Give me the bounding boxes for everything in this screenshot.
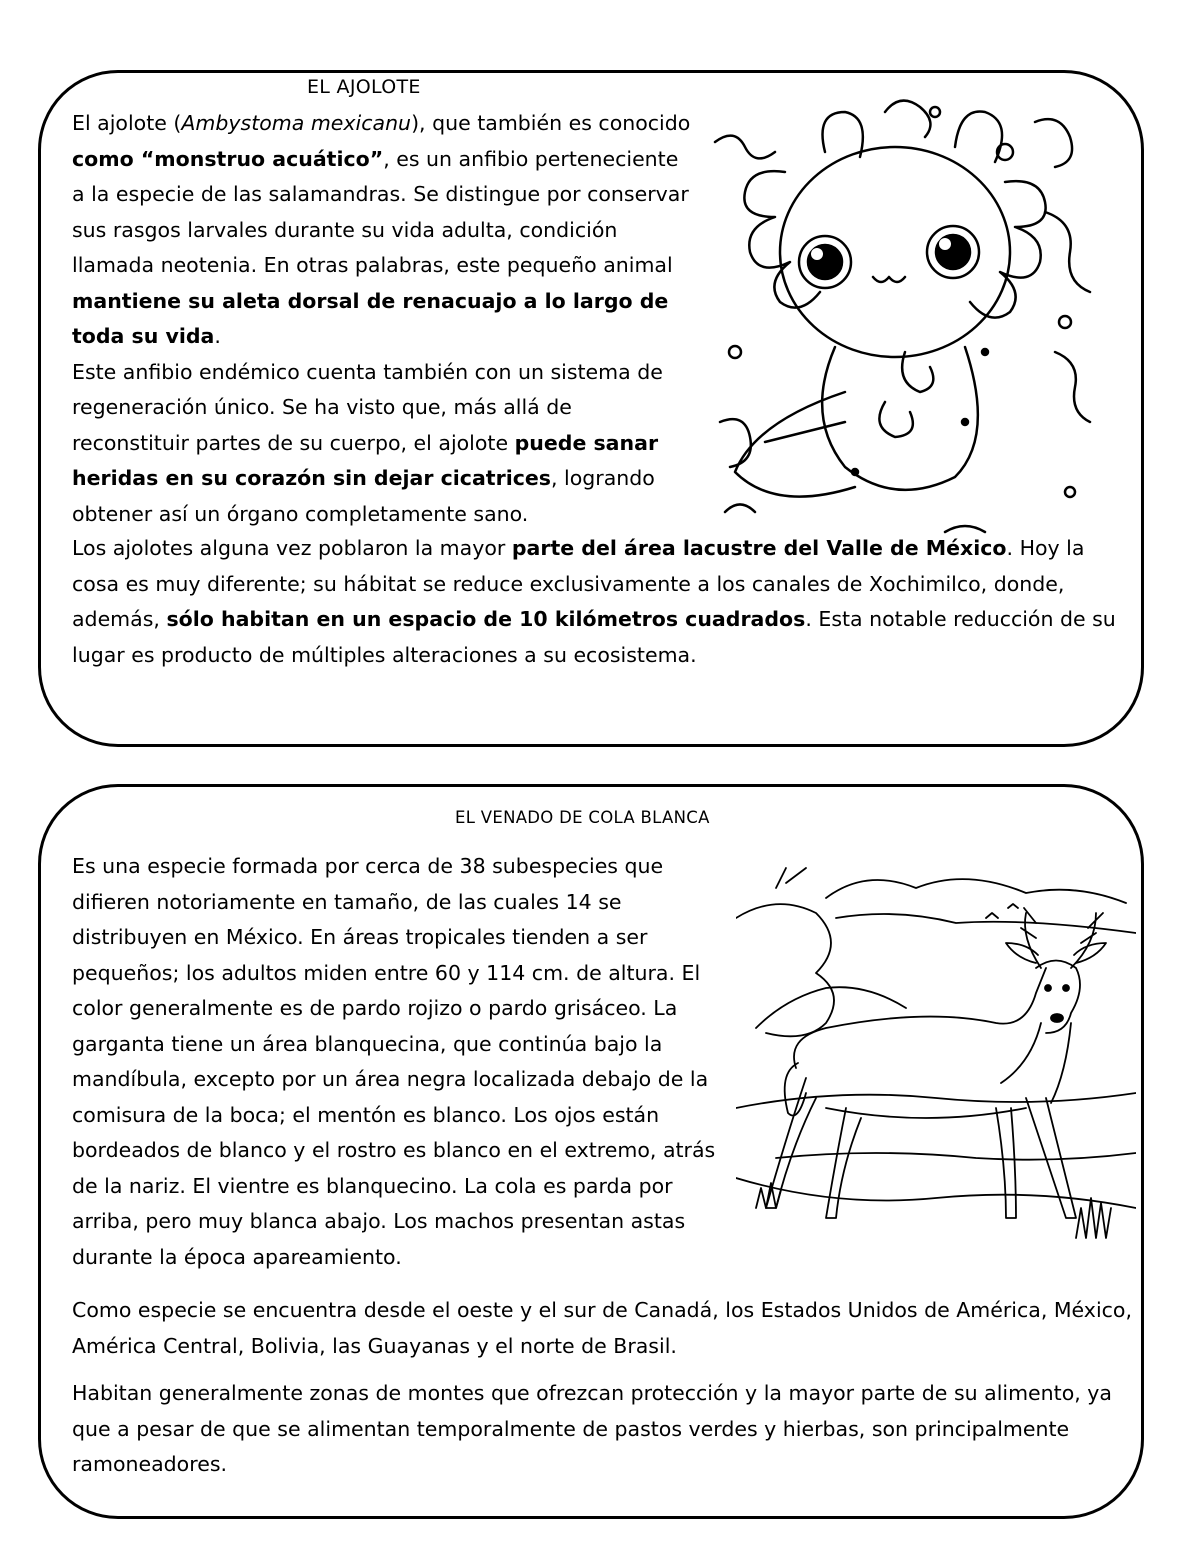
- axolotl-text-lower: [72, 531, 1122, 673]
- axolotl-paragraph-3: Los ajolotes alguna vez poblaron la mayor parte del área lacustre del Valle de México. Hoy la cosa es muy diferente; su hábitat se reduce exclusivamente a los canales de Xochimilco, donde, además, sólo habitan en un espacio de 10 kilómetros cuadrados. Esta notable reducción de su lugar es producto de múltiples alteraciones a su ecosistema.: [72, 536, 1116, 667]
- axolotl-paragraph-1: El ajolote (Ambystoma mexicanu), que también es conocido como “monstruo acuático”, es un anfibio perteneciente a la especie de las salamandras. Se distingue por conservar sus rasgos larvales durante su vida adulta, condición llamada neotenia. En otras palabras, este pequeño animal mantiene su aleta dorsal de renacuajo a lo largo de toda su vida.: [72, 111, 691, 348]
- deer-text-lower: [72, 1293, 1132, 1495]
- deer-illustration: [736, 858, 1136, 1268]
- deer-paragraph-1: Es una especie formada por cerca de 38 subespecies que difieren notoriamente en tamaño, de las cuales 14 se distribuyen en México. En áreas tropicales tienden a ser pequeños; los adultos miden entre 60 y 114 cm. de altura. El color generalmente es de pardo rojizo o pardo grisáceo. La garganta tiene un área blanquecina, que continúa bajo la mandíbula, excepto por un área negra localizada debajo de la comisura de la boca; el mentón es blanco. Los ojos están bordeados de blanco y el rostro es blanco en el extremo, atrás de la nariz. El vientre es blanquecino. La cola es parda por arriba, pero muy blanca abajo. Los machos presentan astas durante la época apareamiento.: [72, 854, 716, 1269]
- axolotl-paragraph-2: Este anfibio endémico cuenta también con un sistema de regeneración único. Se ha visto que, más allá de reconstituir partes de su cuerpo, el ajolote puede sanar heridas en su corazón sin dejar cicatrices, logrando obtener así un órgano completamente sano.: [72, 359, 663, 526]
- deer-paragraph-3: Habitan generalmente zonas de montes que ofrezcan protección y la mayor parte de su alimento, ya que a pesar de que se alimentan temporalmente de pastos verdes y hierbas, son principalmente ramoneadores.: [72, 1381, 1112, 1476]
- axolotl-illustration: [705, 92, 1100, 547]
- axolotl-title: EL AJOLOTE: [307, 76, 421, 98]
- axolotl-text-upper: [72, 106, 692, 532]
- deer-title: EL VENADO DE COLA BLANCA: [455, 808, 710, 827]
- deer-paragraph-2: Como especie se encuentra desde el oeste y el sur de Canadá, los Estados Unidos de América, México, América Central, Bolivia, las Guayanas y el norte de Brasil.: [72, 1298, 1132, 1358]
- deer-text-upper: [72, 849, 732, 1275]
- scientific-name: Ambystoma mexicanu: [181, 111, 412, 135]
